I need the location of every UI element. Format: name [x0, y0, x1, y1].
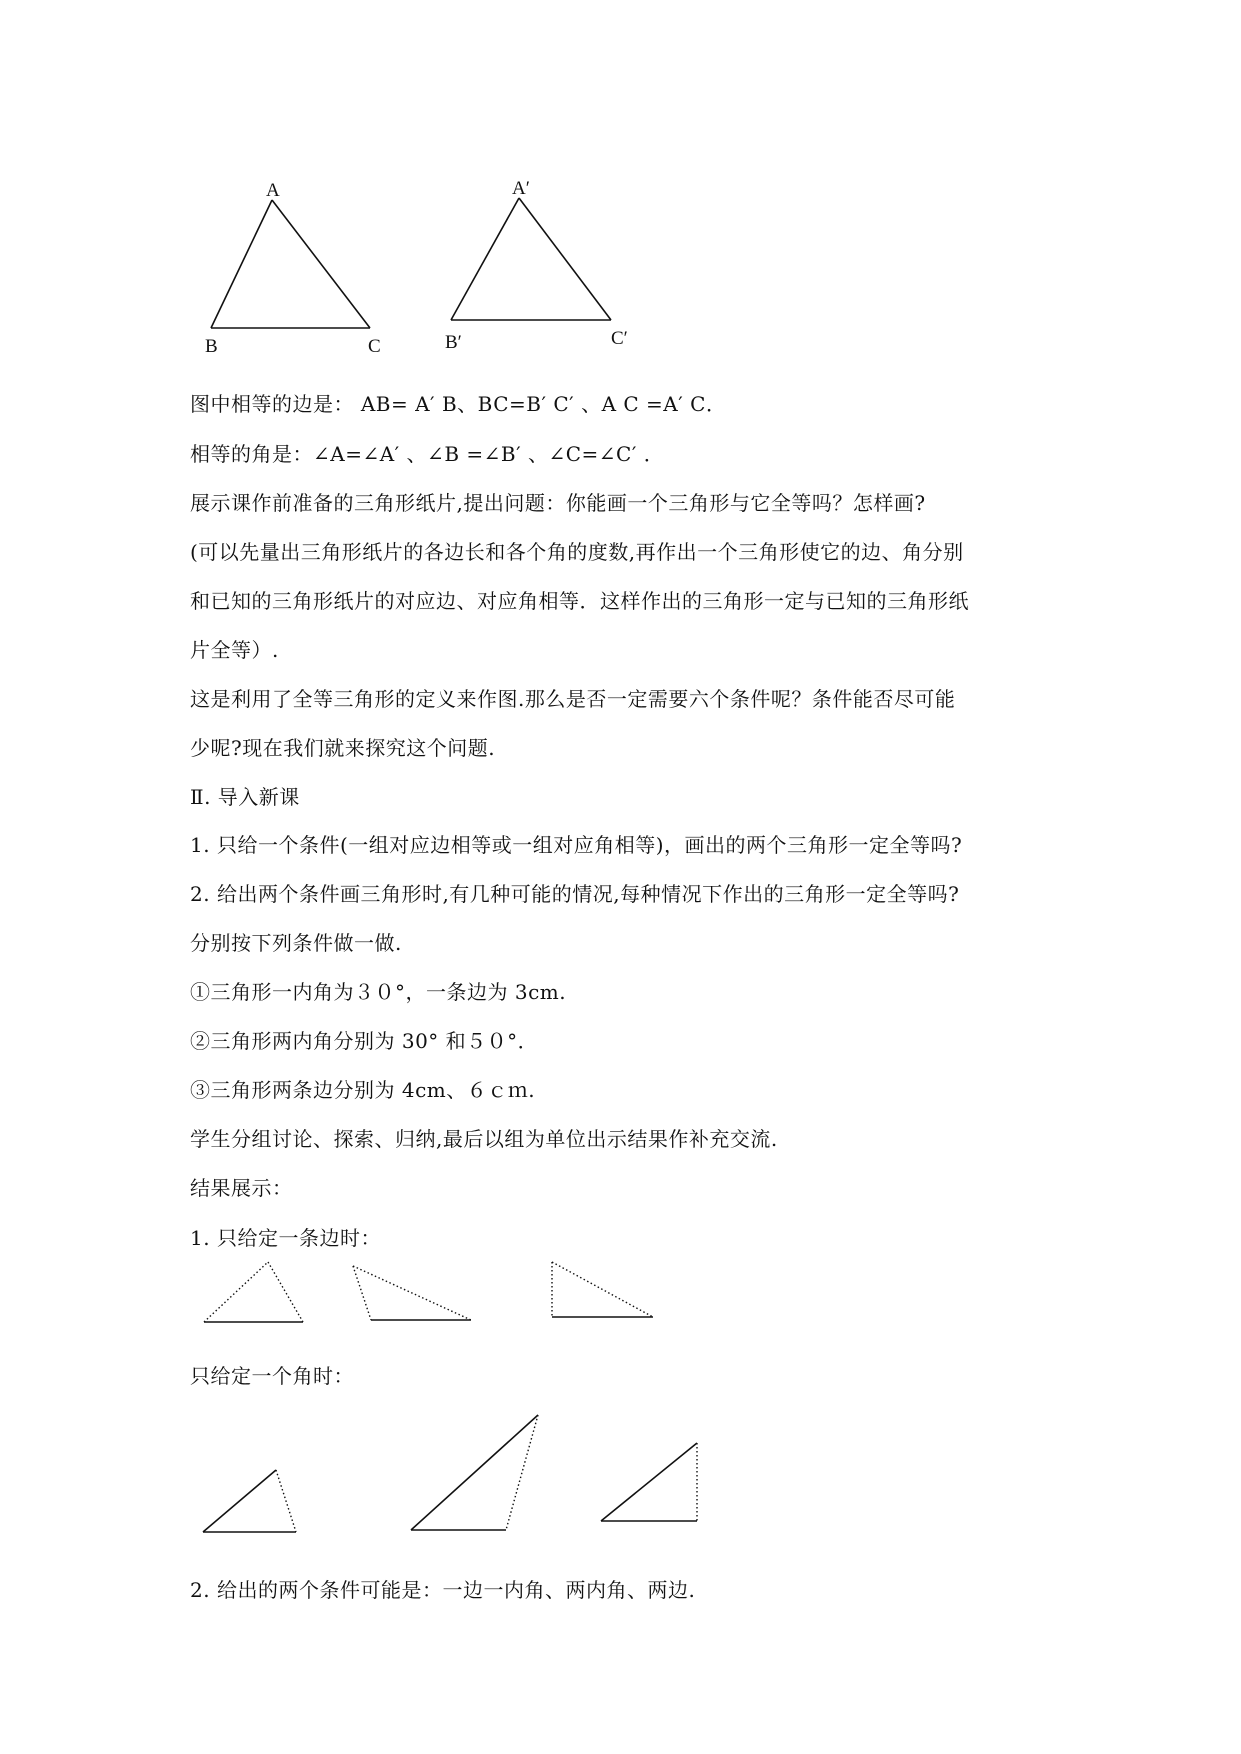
- text-line: 只给定一个角时：: [190, 1364, 354, 1388]
- congruent-triangles-figure: [0, 0, 1241, 400]
- triangle-abc-prime: [445, 178, 628, 353]
- text-line: 展示课作前准备的三角形纸片,提出问题：你能画一个三角形与它全等吗？怎样画?: [190, 491, 926, 515]
- text-line: 这是利用了全等三角形的定义来作图.那么是否一定需要六个条件呢？条件能否尽可能: [190, 687, 956, 711]
- text-line: 2. 给出的两个条件可能是：一边一内角、两内角、两边.: [190, 1578, 696, 1602]
- one-side-triangle-2: [353, 1266, 471, 1320]
- one-angle-triangle-2: [411, 1415, 538, 1530]
- one-angle-triangle-1: [203, 1470, 296, 1532]
- condition-3: ③三角形两条边分别为 4cm、６ｃｍ.: [190, 1078, 536, 1102]
- text-line: 分别按下列条件做一做.: [190, 931, 402, 955]
- triangle-abc: [205, 180, 381, 357]
- question-2: 2. 给出两个条件画三角形时,有几种可能的情况,每种情况下作出的三角形一定全等吗?: [190, 882, 960, 906]
- text-line: 结果展示：: [190, 1176, 293, 1200]
- text-line: 1. 只给定一条边时：: [190, 1226, 381, 1250]
- text-line: 相等的角是：∠A=∠A′ 、∠B =∠B′ 、∠C=∠C′ ．: [190, 442, 665, 466]
- text-line: 和已知的三角形纸片的对应边、对应角相等．这样作出的三角形一定与已知的三角形纸: [190, 589, 969, 613]
- vertex-label-a-prime: A′: [512, 178, 530, 199]
- one-side-triangle-1: [204, 1262, 303, 1322]
- text-line: (可以先量出三角形纸片的各边长和各个角的度数,再作出一个三角形使它的边、角分别: [190, 540, 964, 564]
- question-1: 1. 只给一个条件(一组对应边相等或一组对应角相等)，画出的两个三角形一定全等吗?: [190, 833, 963, 857]
- text-line: 学生分组讨论、探索、归纳,最后以组为单位出示结果作补充交流.: [190, 1127, 778, 1151]
- vertex-label-b: B: [205, 336, 218, 357]
- vertex-label-c: C: [368, 336, 381, 357]
- text-line: 图中相等的边是： AB= A′ B、BC=B′ C′ 、A C =A′ C．: [190, 392, 727, 416]
- text-line: 片全等）.: [190, 638, 279, 662]
- vertex-label-a: A: [266, 180, 280, 201]
- one-angle-triangle-3: [601, 1443, 697, 1521]
- condition-2: ②三角形两内角分别为 30° 和５０°．: [190, 1029, 539, 1053]
- condition-1: ①三角形一内角为３０°，一条边为 3cm.: [190, 980, 567, 1004]
- text-line: 少呢?现在我们就来探究这个问题.: [190, 736, 496, 760]
- one-side-triangle-3: [552, 1262, 653, 1317]
- vertex-label-b-prime: B′: [445, 332, 462, 353]
- vertex-label-c-prime: C′: [611, 328, 628, 349]
- section-heading: Ⅱ. 导入新课: [190, 785, 300, 809]
